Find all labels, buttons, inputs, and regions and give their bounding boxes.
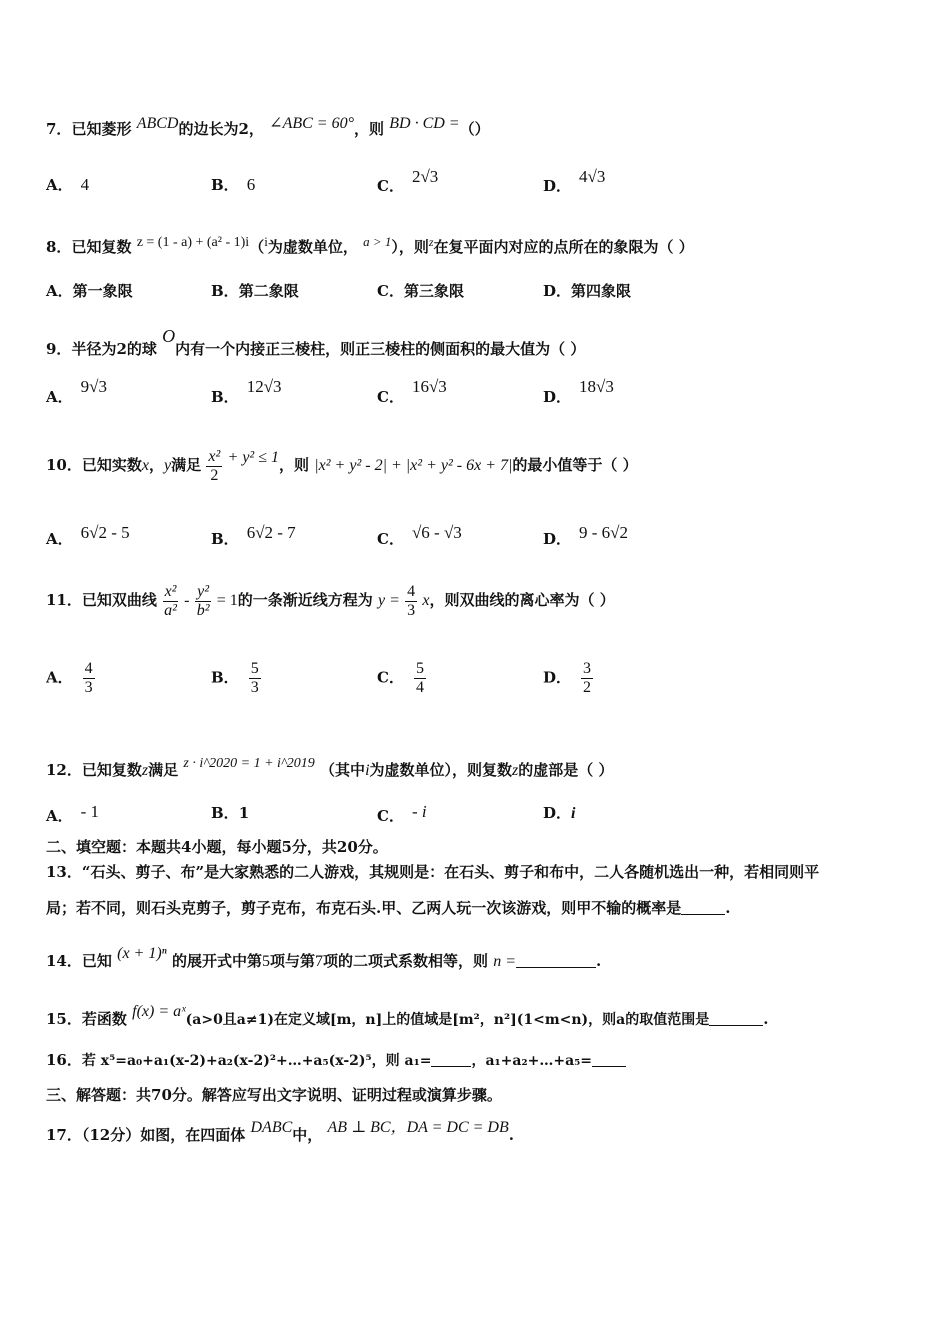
q9-math-1: O	[162, 326, 176, 346]
q8-stem: 8．已知复数 z = (1 - a) + (a² - 1)i（i为虚数单位， a > 1），则$^z$在复平面内对应的点所在的象限为（ ）	[46, 234, 694, 256]
q8-number: 8．	[46, 238, 72, 256]
q12-option-b[interactable]: B．1	[211, 804, 250, 822]
q8-option-b[interactable]: B．第二象限	[211, 282, 299, 300]
q15-stem: 15．若函数 f(x) = aˣ(a>0且a≠1)在定义域[m，n]上的值域是[m²，n²](1<m<n)，则a的取值范围是 .	[46, 1003, 769, 1028]
q10-fraction: $\frac{\text{x²}}{2}$	[208, 447, 221, 484]
q10-number: 10．	[46, 456, 82, 474]
q11-number: 11．	[46, 591, 82, 609]
q8-math-2: a > 1	[363, 234, 392, 249]
q12-stem: 12．已知复数z满足 z · i^2020 = 1 + i^2019 （其中i为虚数单位），则复数z的虚部是（ ）	[46, 756, 614, 779]
q13-stem-line2: 局；若不同，则石头克剪子，剪子克布，布克石头.甲、乙两人玩一次该游戏，则甲不输的概率是 .	[46, 899, 731, 917]
q9-option-c[interactable]: C．16√3	[377, 377, 447, 406]
q16-stem: 16．若 x⁵=a₀+a₁(x-2)+a₂(x-2)²+…+a₅(x-2)⁵，则 a₁= ，a₁+a₂+…+a₅=	[46, 1050, 626, 1071]
q11-stem: 11．已知双曲线 $\frac{\text{x²}}{\text{a²}}$ - $\frac{\text{y²}}{\text{b²}}$ = 1的一条渐近线方程为 y = $\frac{4}{3}$ x，则双曲线的离心率为（ ）	[46, 582, 615, 619]
q9-option-b[interactable]: B．12√3	[211, 377, 282, 406]
q14-answer-blank[interactable]	[516, 953, 596, 968]
q16-answer-blank-2[interactable]	[592, 1052, 626, 1067]
q11-option-c[interactable]: C． $\frac{5}{4}$	[377, 660, 424, 696]
q13-number: 13．	[46, 863, 82, 881]
q12-option-d[interactable]: D．i	[543, 804, 576, 822]
q8-option-c[interactable]: C．第三象限	[377, 282, 464, 300]
q12-math-equation: z · i^2020 = 1 + i^2019	[183, 756, 315, 771]
q16-number: 16．	[46, 1051, 82, 1069]
q15-math-function: f(x) = aˣ	[132, 1003, 186, 1020]
q11-option-b[interactable]: B． $\frac{5}{3}$	[211, 660, 259, 696]
q10-option-c[interactable]: C． √6 - √3	[377, 523, 462, 548]
q9-option-a[interactable]: A．9√3	[46, 377, 107, 406]
q7-stem: 7．已知菱形 ABCD的边长为2， ∠ABC = 60°，则 BD · CD =（）	[46, 115, 490, 138]
q7-option-c[interactable]: C． 2√3	[377, 167, 439, 195]
q12-option-a[interactable]: A． - 1	[46, 802, 100, 825]
q11-fraction-slope: $\frac{4}{3}$	[407, 582, 416, 619]
q17-math-condition: AB ⊥ BC，DA = DC = DB	[327, 1119, 509, 1136]
q10-option-a[interactable]: A． 6√2 - 5	[46, 523, 130, 548]
q10-option-d[interactable]: D． 9 - 6√2	[543, 523, 629, 548]
q15-number: 15．	[46, 1010, 82, 1028]
q13-answer-blank[interactable]	[681, 900, 725, 915]
q14-number: 14．	[46, 952, 82, 970]
q7-math-1: ABCD	[136, 115, 179, 132]
q16-answer-blank-1[interactable]	[431, 1052, 471, 1067]
q7-math-2: ∠ABC = 60°	[269, 115, 354, 132]
q11-fraction-y: $\frac{\text{y²}}{\text{b²}}$	[196, 582, 210, 619]
q11-option-a[interactable]: A． $\frac{4}{3}$	[46, 660, 93, 696]
q12-option-c[interactable]: C． - i	[377, 802, 427, 825]
q11-option-d[interactable]: D． $\frac{3}{2}$	[543, 660, 592, 696]
q7-option-d[interactable]: D． 4√3	[543, 167, 606, 195]
q15-answer-blank[interactable]	[709, 1011, 763, 1026]
q8-option-d[interactable]: D．第四象限	[543, 282, 632, 300]
q14-stem: 14．已知 (x + 1)ⁿ 的展开式中第5项与第7项的二项式系数相等，则 n = .	[46, 945, 602, 970]
q11-fraction-x: $\frac{\text{x²}}{\text{a²}}$	[164, 582, 177, 619]
q9-option-d[interactable]: D．18√3	[543, 377, 614, 406]
q8-option-a[interactable]: A．第一象限	[46, 282, 133, 300]
q7-option-b[interactable]: B． 6	[211, 175, 256, 194]
q10-option-b[interactable]: B． 6√2 - 7	[211, 523, 296, 548]
q17-stem: 17．（12分）如图，在四面体 DABC中， AB ⊥ BC，DA = DC = DB.	[46, 1119, 514, 1144]
q10-math-constraint: + y² ≤ 1	[227, 449, 279, 466]
q12-number: 12．	[46, 761, 82, 779]
q7-option-a[interactable]: A． 4	[46, 175, 90, 194]
q10-math-expression: |x² + y² - 2| + |x² + y² - 6x + 7|	[314, 457, 513, 474]
q17-number: 17．	[46, 1126, 82, 1144]
q9-stem: 9．半径为2的球 O内有一个内接正三棱柱，则正三棱柱的侧面积的最大值为（ ）	[46, 326, 586, 358]
q8-math-1: z = (1 - a) + (a² - 1)i	[136, 235, 250, 250]
q10-stem: 10．已知实数x，y满足 $\frac{\text{x²}}{2}$ + y² ≤ 1，则 |x² + y² - 2| + |x² + y² - 6x + 7|的最小值等于（ ）	[46, 447, 638, 484]
q14-math-binomial: (x + 1)ⁿ	[117, 945, 167, 962]
q13-stem-line1: 13．“石头、剪子、布”是大家熟悉的二人游戏，其规则是：在石头、剪子和布中，二人各随机选出一种，若相同则平	[46, 863, 820, 881]
q7-number: 7．	[46, 120, 72, 138]
q9-number: 9．	[46, 340, 72, 358]
section-fill-in-heading: 二、填空题：本题共4小题，每小题5分，共20分。	[46, 838, 388, 856]
q7-math-3: BD · CD =	[389, 115, 460, 132]
section-solve-heading: 三、解答题：共70分。解答应写出文字说明、证明过程或演算步骤。	[46, 1086, 502, 1104]
